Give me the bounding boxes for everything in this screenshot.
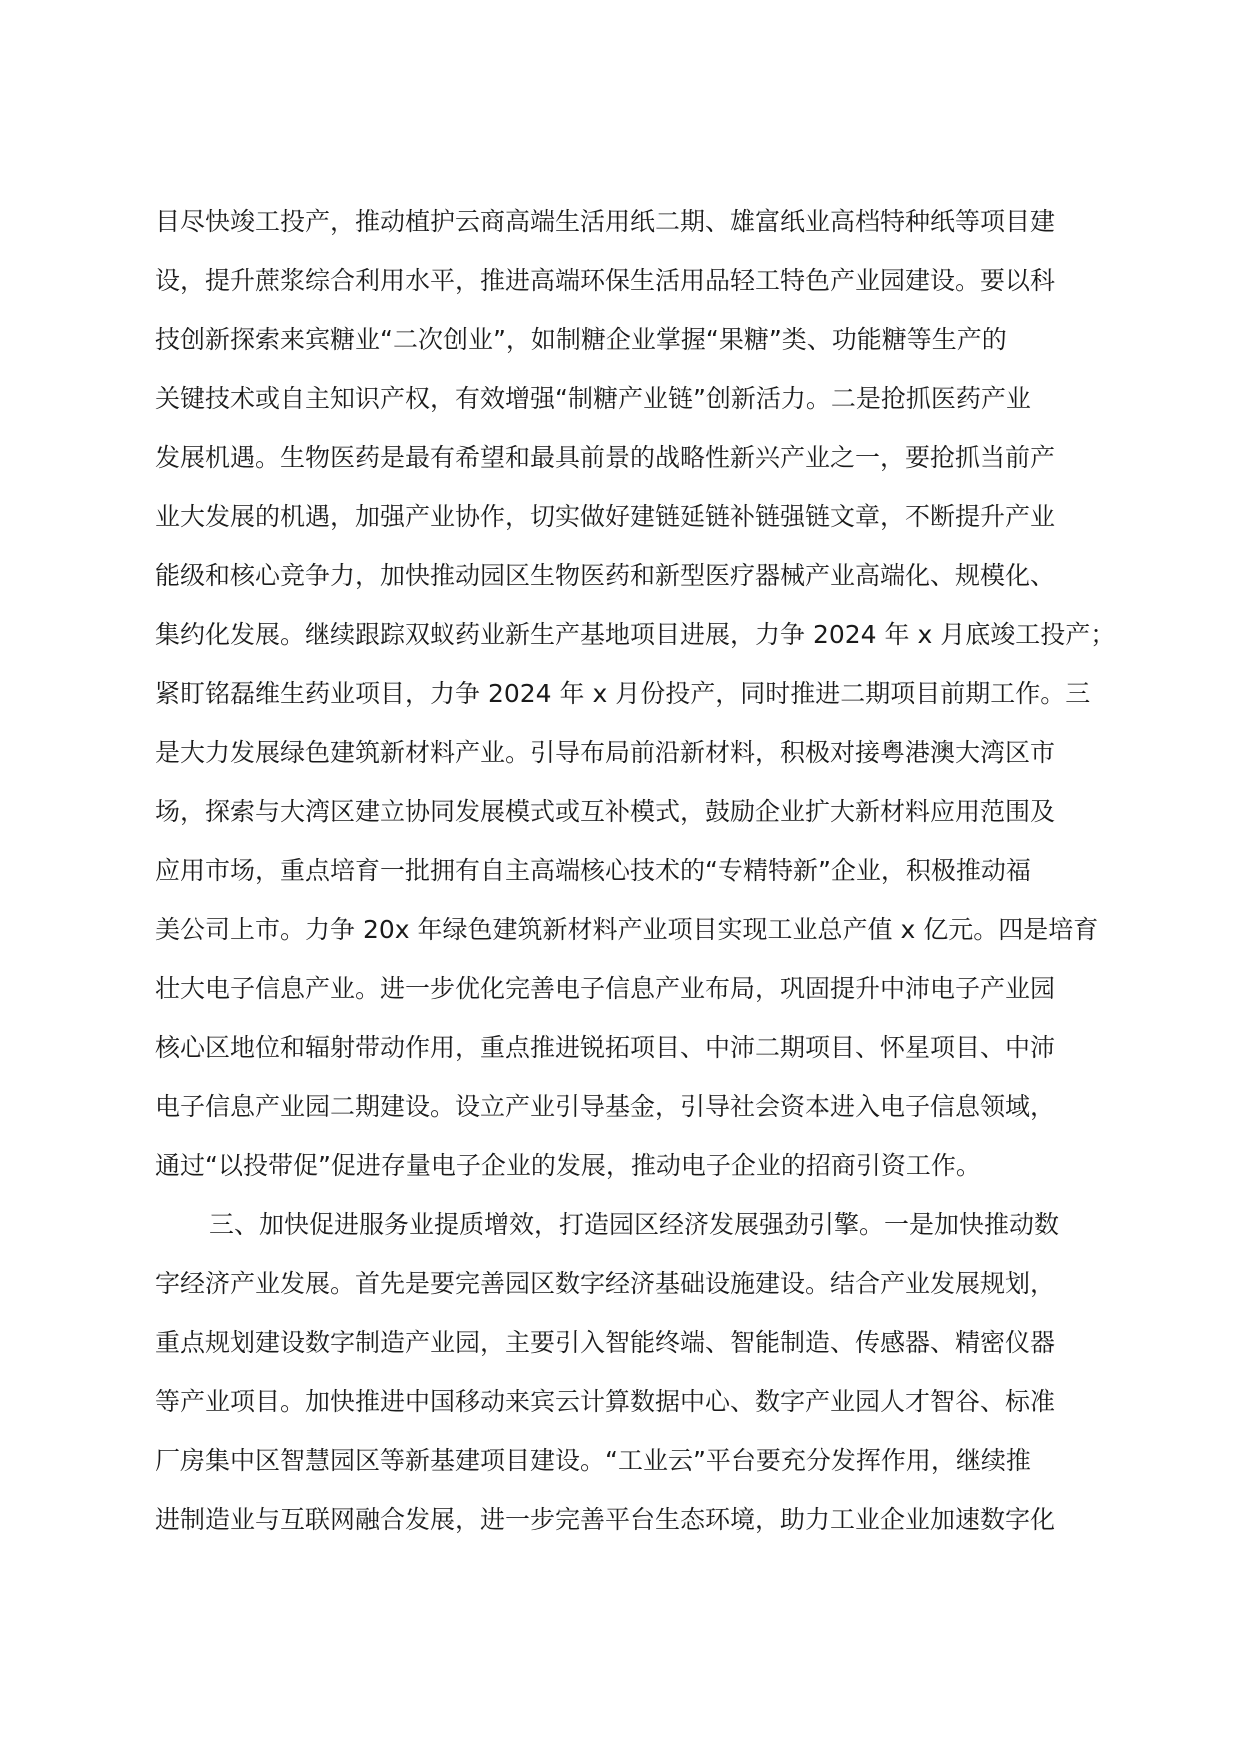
text-line: 集约化发展。继续跟踪双蚁药业新生产基地项目进展，力争 2024 年 x 月底竣工投产； — [155, 620, 1116, 649]
text-line: 设，提升蔗浆综合利用水平，推进高端环保生活用品轻工特色产业园建设。要以科 — [155, 266, 1056, 295]
text-line: 应用市场，重点培育一批拥有自主高端核心技术的“专精特新”企业，积极推动福 — [155, 856, 1031, 885]
text-line: 业大发展的机遇，加强产业协作，切实做好建链延链补链强链文章，不断提升产业 — [155, 502, 1056, 531]
text-line: 美公司上市。力争 20x 年绿色建筑新材料产业项目实现工业总产值 x 亿元。四是培育 — [155, 915, 1099, 944]
text-line: 进制造业与互联网融合发展，进一步完善平台生态环境，助力工业企业加速数字化 — [155, 1505, 1056, 1534]
text-line: 等产业项目。加快推进中国移动来宾云计算数据中心、数字产业园人才智谷、标准 — [155, 1387, 1056, 1416]
text-line: 发展机遇。生物医药是最有希望和最具前景的战略性新兴产业之一，要抢抓当前产 — [155, 443, 1056, 472]
text-line: 场，探索与大湾区建立协同发展模式或互补模式，鼓励企业扩大新材料应用范围及 — [155, 797, 1056, 826]
text-line: 重点规划建设数字制造产业园，主要引入智能终端、智能制造、传感器、精密仪器 — [155, 1328, 1056, 1357]
text-line: 核心区地位和辐射带动作用，重点推进锐拓项目、中沛二期项目、怀星项目、中沛 — [155, 1033, 1056, 1062]
paragraph-start-line: 三、加快促进服务业提质增效，打造园区经济发展强劲引擎。一是加快推动数 — [209, 1210, 1060, 1239]
text-line: 目尽快竣工投产，推动植护云商高端生活用纸二期、雄富纸业高档特种纸等项目建 — [155, 207, 1056, 236]
text-line: 字经济产业发展。首先是要完善园区数字经济基础设施建设。结合产业发展规划， — [155, 1269, 1056, 1298]
text-line: 关键技术或自主知识产权，有效增强“制糖产业链”创新活力。二是抢抓医药产业 — [155, 384, 1031, 413]
text-line: 技创新探索来宾糖业“二次创业”，如制糖企业掌握“果糖”类、功能糖等生产的 — [155, 325, 1007, 354]
text-line: 紧盯铭磊维生药业项目，力争 2024 年 x 月份投产，同时推进二期项目前期工作。三 — [155, 679, 1091, 708]
body-text — [155, 192, 1116, 1549]
text-line: 壮大电子信息产业。进一步优化完善电子信息产业布局，巩固提升中沛电子产业园 — [155, 974, 1056, 1003]
text-line: 电子信息产业园二期建设。设立产业引导基金，引导社会资本进入电子信息领域， — [155, 1092, 1056, 1121]
text-line: 通过“以投带促”促进存量电子企业的发展，推动电子企业的招商引资工作。 — [155, 1151, 981, 1180]
text-line: 厂房集中区智慧园区等新基建项目建设。“工业云”平台要充分发挥作用，继续推 — [155, 1446, 1031, 1475]
text-line: 能级和核心竞争力，加快推动园区生物医药和新型医疗器械产业高端化、规模化、 — [155, 561, 1056, 590]
text-line: 是大力发展绿色建筑新材料产业。引导布局前沿新材料，积极对接粤港澳大湾区市 — [155, 738, 1056, 767]
